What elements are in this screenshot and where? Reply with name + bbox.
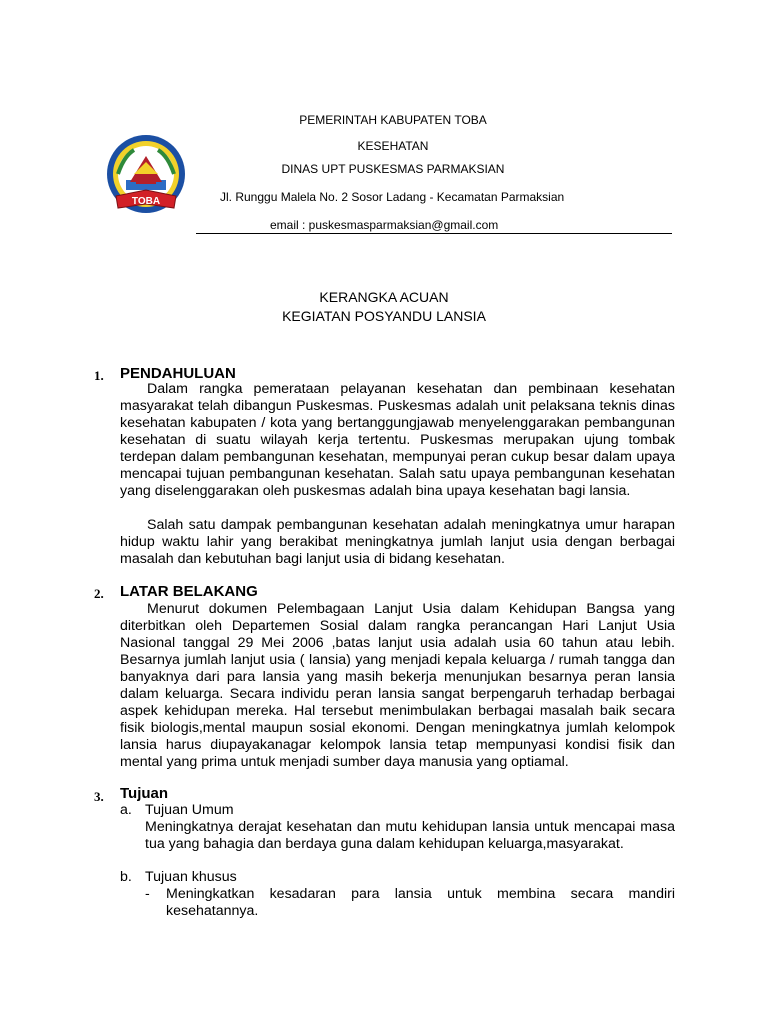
header-divider xyxy=(196,233,672,234)
svg-text:TOBA: TOBA xyxy=(131,196,161,207)
section-1-number: 1. xyxy=(94,368,104,383)
goal-a-label: a. xyxy=(120,802,132,818)
section-2-paragraph: Menurut dokumen Pelembagaan Lanjut Usia dalam Kehidupan Bangsa yang diterbitkan oleh Departemen Sosial dalam rangka perancangan Hari Lanjut Usia Nasional tanggal 29 Mei 2006 ,batas lanjut usia adalah usia 60 tahun atau lebih. Besarnya jumlah lanjut usia ( lansia) yang menjadi kepala keluarga / rumah tangga dan banyaknya dari para lansia yang masih bekerja menunjukan besarnya peran lansia dalam keluarga. Secara individu peran lansia sangat berpengaruh terhadap berbagai aspek kehidupan mereka. Hal tersebut menimbulakan berbagai masalah baik secara fisik biologis,mental maupun sosial ekonomi. Dengan meningkatnya jumlah kelompok lansia harus diupayakanagar kelompok lansia tetap mempunyasi kondisi fisik dan mental yang prima untuk menjadi sumber daya manusia yang optiamal. xyxy=(120,601,675,770)
toba-regency-logo xyxy=(104,134,188,226)
document-title: KERANGKA ACUAN xyxy=(319,289,449,305)
goal-b-label: b. xyxy=(120,869,132,885)
goal-b-bullet: - xyxy=(145,886,150,902)
header-email[interactable]: email : puskesmasparmaksian@gmail.com xyxy=(270,218,499,232)
section-3-number: 3. xyxy=(94,789,104,804)
section-1-paragraph-1: Dalam rangka pemerataan pelayanan kesehatan dan pembinaan kesehatan masyarakat telah dibangun Puskesmas. Puskesmas adalah unit pelaksana teknis dinas kesehatan kabupaten / kota yang bertanggungjawab menyelenggarakan pembangunan kesehatan di suatu wilayah kerja tertentu. Puskesmas merupakan ujung tombak terdepan dalam pembangunan kesehatan, mempunyai peran cukup besar dalam upaya mencapai tujuan pembangunan kesehatan. Salah satu upaya pembangunan kesehatan yang diselenggarakan oleh puskesmas adalah bina upaya kesehatan bagi lansia. xyxy=(120,381,675,499)
section-1-heading: PENDAHULUAN xyxy=(120,365,236,382)
goal-b-title: Tujuan khusus xyxy=(145,869,237,885)
section-2-number: 2. xyxy=(94,586,104,601)
goal-a-title: Tujuan Umum xyxy=(145,802,234,818)
section-1-paragraph-2: Salah satu dampak pembangunan kesehatan adalah meningkatnya umur harapan hidup waktu lahir yang berakibat meningkatnya jumlah lanjut usia dengan berbagai masalah dan kebutuhan bagi lanjut usia di bidang kesehatan. xyxy=(120,517,675,567)
header-unit: DINAS UPT PUSKESMAS PARMAKSIAN xyxy=(281,162,505,176)
goal-b-text: Meningkatkan kesadaran para lansia untuk membina secara mandiri kesehatannya. xyxy=(166,886,675,919)
header-address: Jl. Runggu Malela No. 2 Sosor Ladang - Kecamatan Parmaksian xyxy=(220,190,565,204)
document-subtitle: KEGIATAN POSYANDU LANSIA xyxy=(282,308,486,324)
header-government: PEMERINTAH KABUPATEN TOBA xyxy=(299,113,487,127)
section-3-heading: Tujuan xyxy=(120,785,169,802)
section-2-heading: LATAR BELAKANG xyxy=(120,583,258,600)
goal-a-text: Meningkatnya derajat kesehatan dan mutu kehidupan lansia untuk mencapai masa tua yang bahagia dan berdaya guna dalam kehidupan keluarga,masyarakat. xyxy=(145,819,675,852)
header-department: KESEHATAN xyxy=(357,139,429,153)
